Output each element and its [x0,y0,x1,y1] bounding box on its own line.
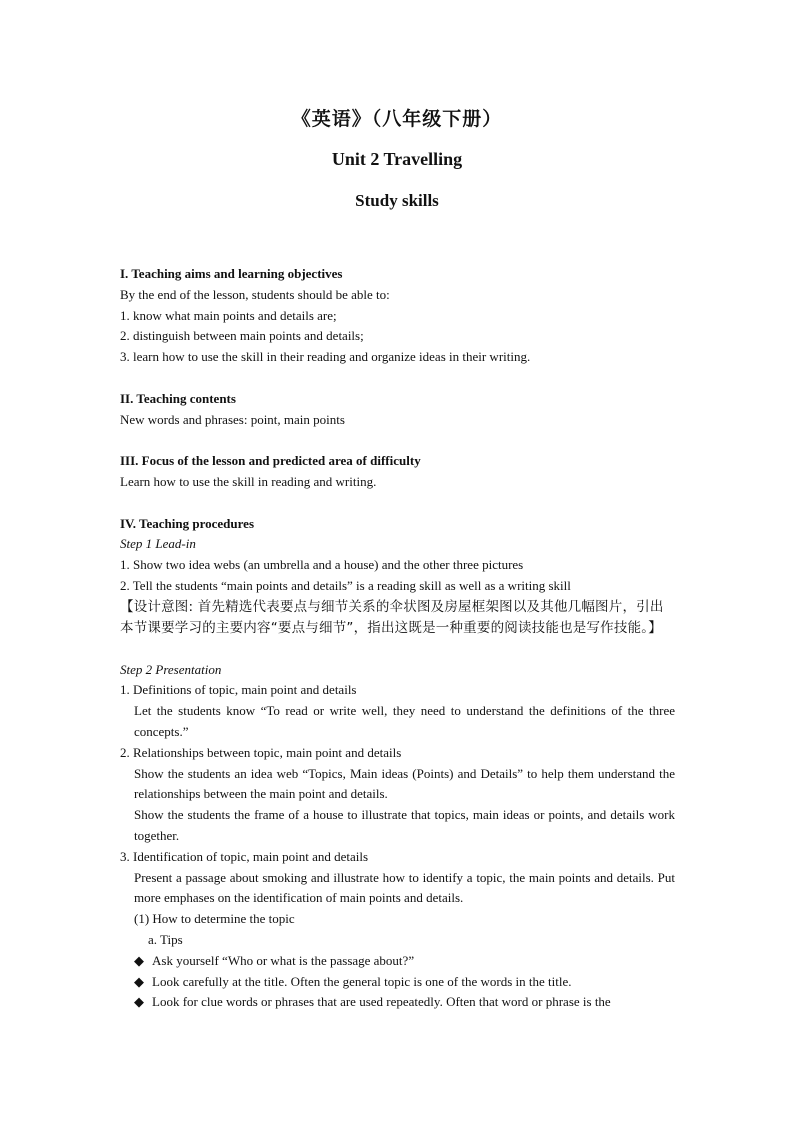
step2-point-heading: 1. Definitions of topic, main point and details [120,682,357,698]
step2-title: Step 2 Presentation [120,661,222,677]
aims-item: 2. distinguish between main points and details; [120,328,364,344]
section-heading-procedures: IV. Teaching procedures [120,515,255,531]
step2-point-heading: 2. Relationships between topic, main point and details [120,744,402,760]
step2-point-heading: 3. Identification of topic, main point and details [120,848,369,864]
contents-text: New words and phrases: point, main points [120,411,345,427]
step2-point-text: Show the students an idea web “Topics, Main ideas (Points) and Details” to help them understand the relationships between the main point and details. [134,765,675,802]
tips-label: a. Tips [148,931,183,947]
diamond-bullet-icon: ◆ [134,952,144,968]
book-title: 《英语》（八年级下册） [291,108,503,130]
lesson-title: Study skills [355,191,439,210]
bullet-item [120,972,675,993]
step2-point-text: Let the students know “To read or write well, they need to understand the definitions of the three concepts.” [134,703,675,739]
aims-item: 1. know what main points and details are; [120,307,337,323]
section-heading-focus: III. Focus of the lesson and predicted area of difficulty [120,453,421,469]
bullet-text: Look for clue words or phrases that are used repeatedly. Often that word or phrase is the [152,994,611,1010]
design-note: 【设计意图: 首先精选代表要点与细节关系的伞状图及房屋框架图以及其他几幅图片，引出本节课要学习的主要内容“要点与细节”，指出这既是一种重要的阅读技能也是写作技能。】 [120,598,664,636]
bullet-text: Ask yourself “Who or what is the passage about?” [152,952,415,968]
bullet-item [120,992,675,1013]
section-heading-aims: I. Teaching aims and learning objectives [120,266,343,281]
step2-point-text: Show the students the frame of a house to illustrate that topics, main ideas or points, and details work together. [134,807,675,843]
diamond-bullet-icon: ◆ [134,994,144,1010]
sub-heading: (1) How to determine the topic [134,911,295,927]
bullet-text: Look carefully at the title. Often the general topic is one of the words in the title. [152,973,572,989]
section-heading-contents: II. Teaching contents [120,390,236,406]
step1-title: Step 1 Lead-in [120,536,196,552]
bullet-item [120,951,675,972]
document-body [120,264,675,1013]
step2-point-text: Present a passage about smoking and illustrate how to identify a topic, the main points and details. Put more emphases on the identification of main points and details. [134,869,675,906]
aims-intro: By the end of the lesson, students should be able to: [120,286,390,302]
step1-item: 1. Show two idea webs (an umbrella and a house) and the other three pictures [120,557,524,573]
focus-text: Learn how to use the skill in reading and writing. [120,473,377,489]
unit-title: Unit 2 Travelling [331,149,463,169]
aims-item: 3. learn how to use the skill in their reading and organize ideas in their writing. [120,349,531,365]
diamond-bullet-icon: ◆ [134,973,144,989]
step1-item: 2. Tell the students “main points and details” is a reading skill as well as a writing skill [120,577,571,593]
